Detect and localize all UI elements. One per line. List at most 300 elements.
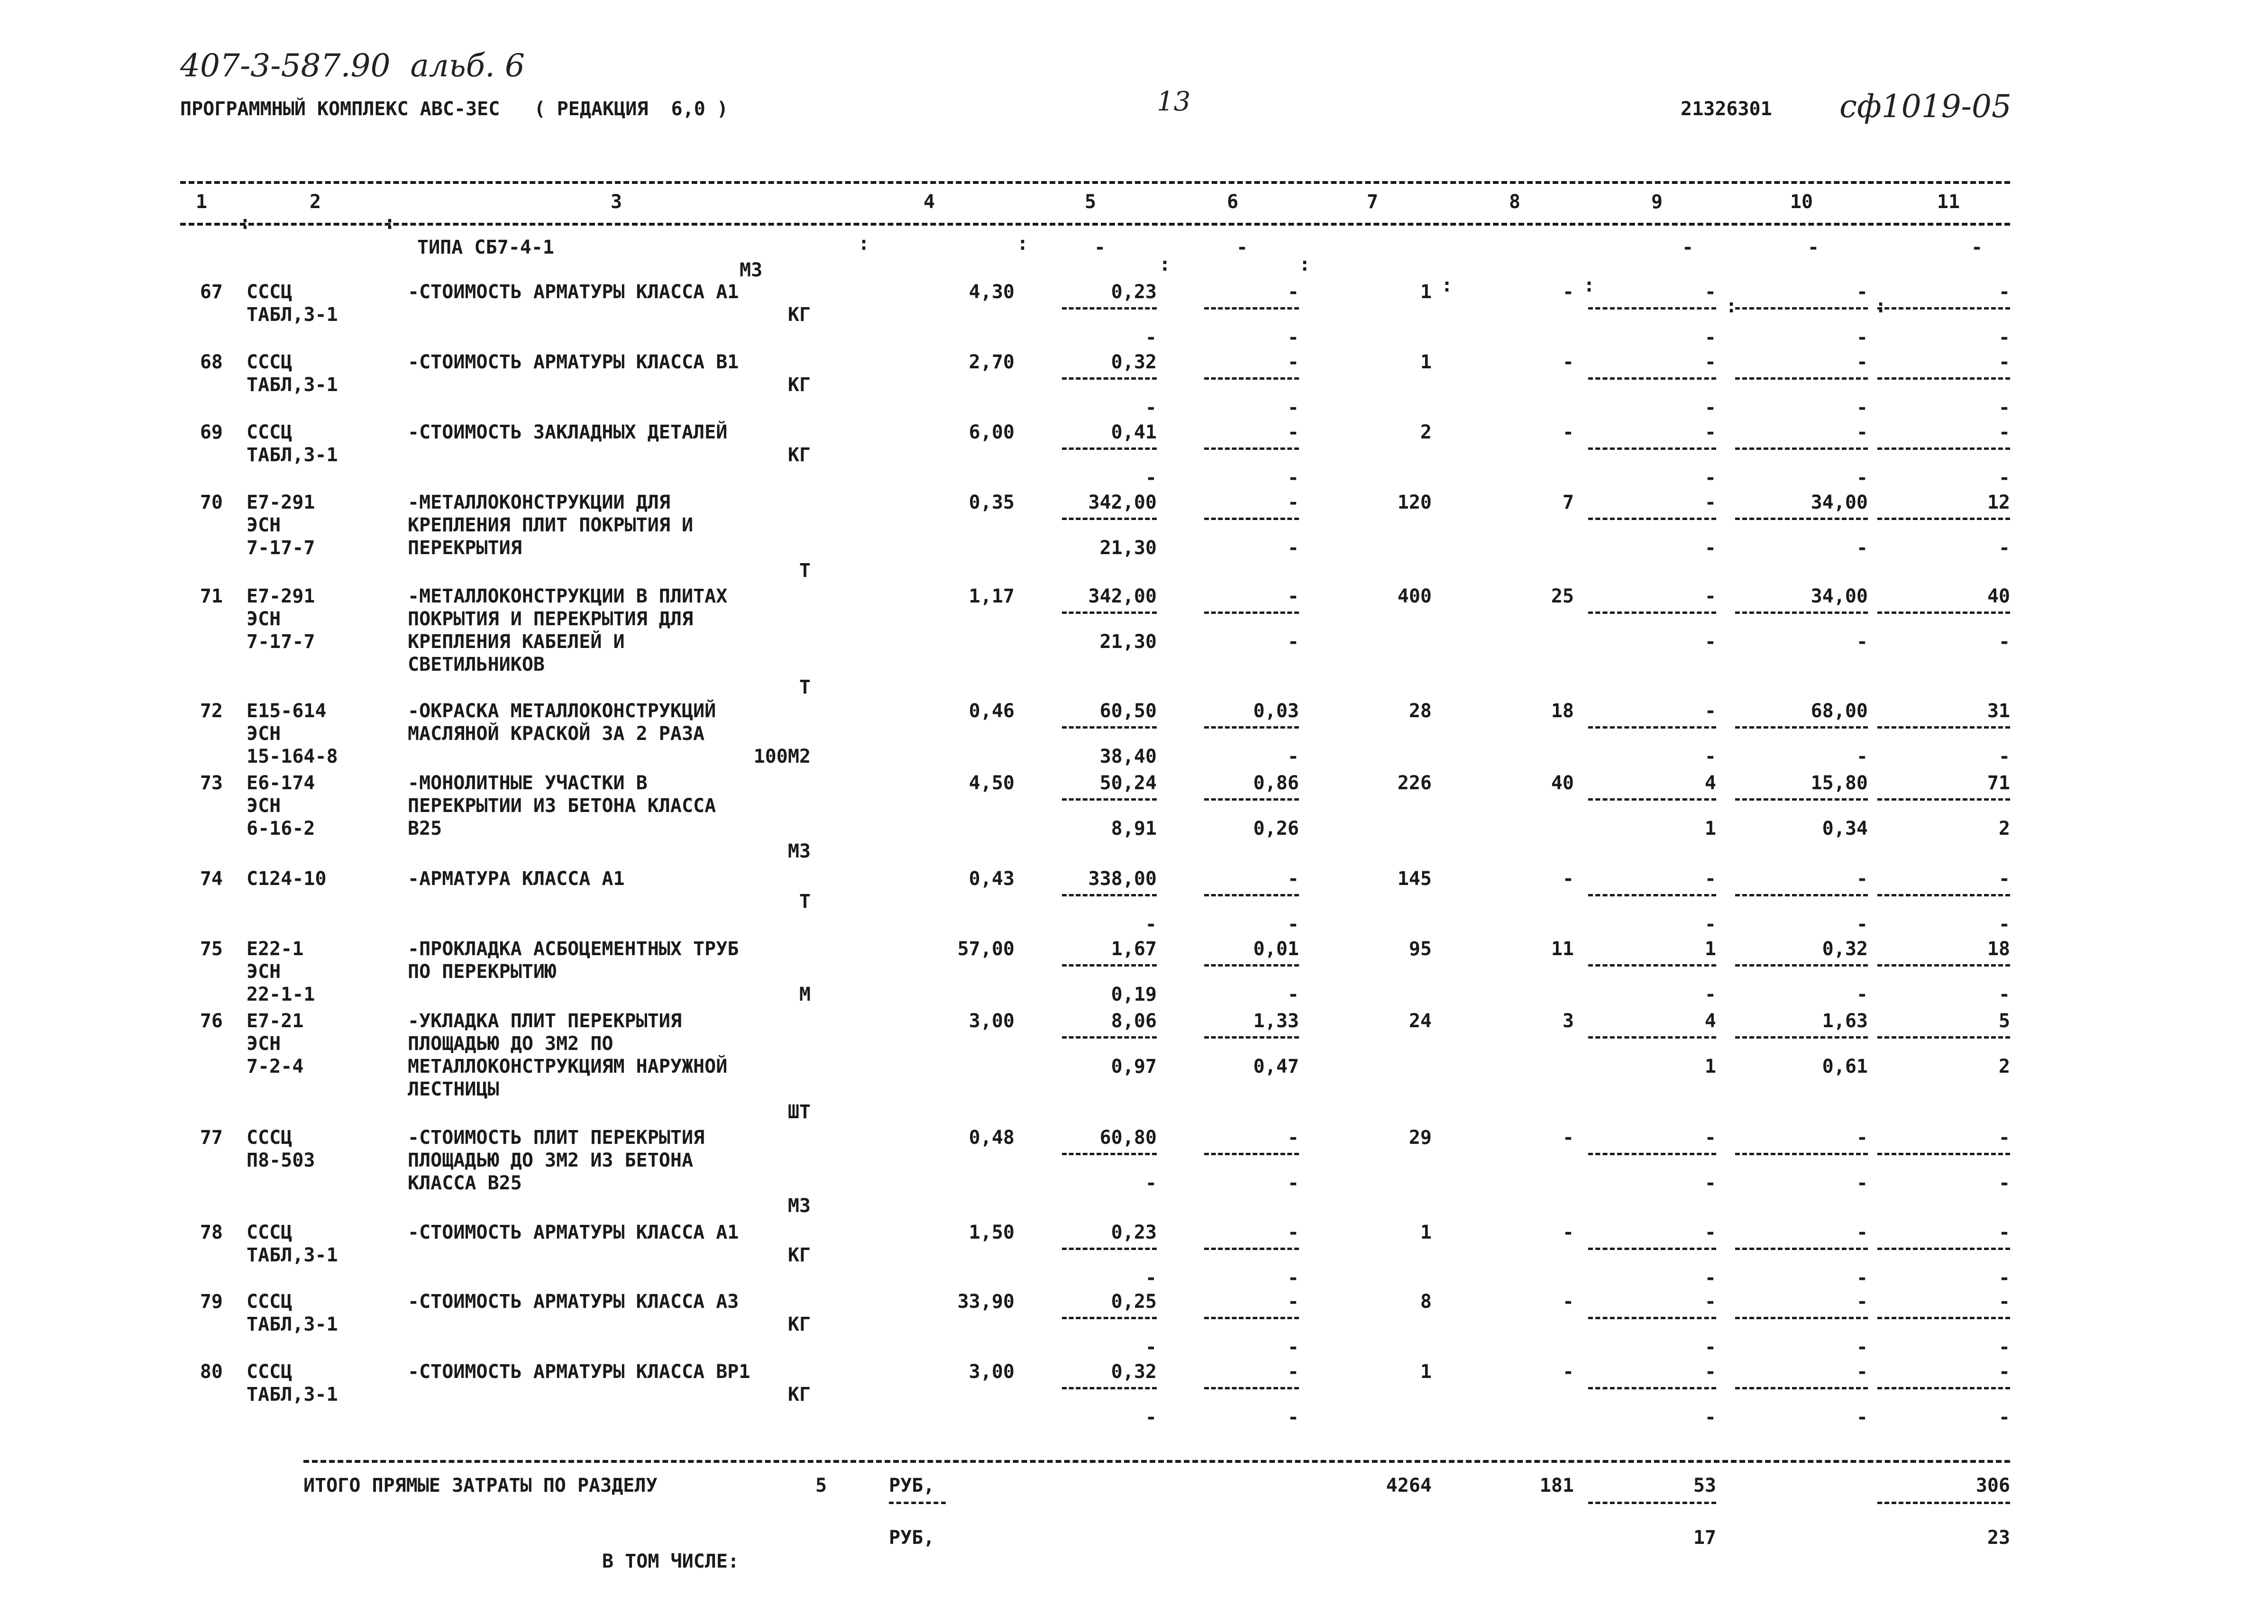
row-unit: М3 — [787, 1195, 811, 1217]
row-c10-rule — [1735, 611, 1868, 614]
row-c8: - — [1562, 281, 1574, 303]
row-c6-rule — [1204, 798, 1299, 801]
row-c10-rule — [1735, 518, 1868, 520]
row-c7: 226 — [1397, 772, 1432, 794]
row-c8: 40 — [1551, 772, 1574, 794]
row-code-line: ТАБЛ,3-1 — [247, 444, 338, 466]
row-code-line: ТАБЛ,3-1 — [247, 1244, 338, 1266]
totals-c8: 181 — [1539, 1475, 1574, 1496]
row-c5-second: - — [1145, 1406, 1157, 1428]
row-code-line: ЭСН — [247, 961, 281, 983]
row-c5-second: - — [1145, 1336, 1157, 1358]
row-c11-rule — [1877, 1036, 2010, 1039]
row-c10-second: - — [1856, 397, 1868, 419]
row-code-line: ЭСН — [247, 608, 281, 630]
row-c5-second: 0,97 — [1111, 1056, 1157, 1077]
row-c4: 3,00 — [969, 1361, 1015, 1383]
row-c10: - — [1856, 1127, 1868, 1149]
row-code-line: СССЦ — [247, 281, 293, 303]
row-c11-rule — [1877, 518, 2010, 520]
col-1-header: 1 — [195, 191, 208, 213]
row-c10-rule — [1735, 798, 1868, 801]
row-c10-rule — [1735, 1387, 1868, 1389]
row-code-line: ТАБЛ,3-1 — [247, 304, 338, 326]
row-c11: - — [1998, 421, 2010, 443]
row-c10-second: - — [1856, 1172, 1868, 1194]
row-c8: - — [1562, 1222, 1574, 1243]
row-c10-second: - — [1856, 631, 1868, 653]
row-c5-second: - — [1145, 913, 1157, 935]
row-code-line: Е15-614 — [247, 700, 327, 722]
row-code-line: ЭСН — [247, 1033, 281, 1055]
row-c9: - — [1704, 868, 1716, 890]
row-c11: 40 — [1987, 585, 2010, 607]
row-c10: 34,00 — [1811, 492, 1868, 513]
row-c5: 0,23 — [1111, 1222, 1157, 1243]
row-c10-rule — [1735, 1248, 1868, 1250]
row-desc-line: ПЛОЩАДЬЮ ДО 3М2 ПО — [408, 1033, 613, 1055]
row-c9: 4 — [1704, 1010, 1716, 1032]
row-unit: М3 — [787, 840, 811, 862]
row-c5: 0,32 — [1111, 1361, 1157, 1383]
row-c10-second: - — [1856, 984, 1868, 1005]
row-c6-second: - — [1287, 984, 1299, 1005]
intro-desc: ТИПА СБ7-4-1 — [417, 237, 554, 258]
totals-unit-underline — [889, 1502, 946, 1504]
row-c11-second: 2 — [1998, 1056, 2010, 1077]
row-c6-second: - — [1287, 1336, 1299, 1358]
row-c6-rule — [1204, 964, 1299, 967]
row-c11-rule — [1877, 1387, 2010, 1389]
col-11-header: 11 — [1937, 191, 1960, 213]
row-c11: 31 — [1987, 700, 2010, 722]
row-c9-rule — [1588, 307, 1716, 310]
row-c10-rule — [1735, 964, 1868, 967]
row-c5-rule — [1062, 1317, 1157, 1319]
row-c5-second: 0,19 — [1111, 984, 1157, 1005]
row-c4: 6,00 — [969, 421, 1015, 443]
row-c6-rule — [1204, 611, 1299, 614]
row-c10-rule — [1735, 377, 1868, 380]
totals-c9-underline — [1588, 1502, 1716, 1504]
row-unit: Т — [799, 891, 811, 912]
row-c7: 400 — [1397, 585, 1432, 607]
row-c4: 0,48 — [969, 1127, 1015, 1149]
row-c6-second: - — [1287, 1267, 1299, 1289]
row-c9-second: - — [1704, 631, 1716, 653]
row-c4: 0,43 — [969, 868, 1015, 890]
row-c9-rule — [1588, 798, 1716, 801]
row-c6: - — [1287, 1222, 1299, 1243]
row-code-line: Е22-1 — [247, 938, 304, 960]
row-c6-second: - — [1287, 1172, 1299, 1194]
row-c8: 18 — [1551, 700, 1574, 722]
row-c11-rule — [1877, 894, 2010, 896]
intro-unit: М3 — [740, 259, 763, 281]
row-c7: 8 — [1420, 1291, 1432, 1313]
row-code-line: СССЦ — [247, 1127, 293, 1149]
row-desc-line: КЛАССА В25 — [408, 1172, 522, 1194]
row-c7: 1 — [1420, 351, 1432, 373]
row-code-line: 7-17-7 — [247, 537, 315, 559]
row-c6: - — [1287, 351, 1299, 373]
row-code-line: С124-10 — [247, 868, 327, 890]
row-c11: - — [1998, 281, 2010, 303]
row-c10: - — [1856, 281, 1868, 303]
row-c10: - — [1856, 1361, 1868, 1383]
row-desc-line: -СТОИМОСТЬ АРМАТУРЫ КЛАССА А1 — [408, 1222, 739, 1243]
row-c5-second: - — [1145, 467, 1157, 489]
row-desc-line: -СТОИМОСТЬ ПЛИТ ПЕРЕКРЫТИЯ — [408, 1127, 705, 1149]
row-c6: - — [1287, 1291, 1299, 1313]
row-c10-second: - — [1856, 467, 1868, 489]
row-c8: 7 — [1562, 492, 1574, 513]
row-c10-rule — [1735, 894, 1868, 896]
row-c9-second: 1 — [1704, 818, 1716, 839]
row-c5-rule — [1062, 1153, 1157, 1155]
totals-c11: 306 — [1975, 1475, 2010, 1496]
row-code-line: 7-17-7 — [247, 631, 315, 653]
totals-c11-second: 23 — [1987, 1527, 2010, 1549]
row-number: 69 — [200, 421, 223, 443]
row-code-line: ТАБЛ,3-1 — [247, 1314, 338, 1335]
row-c9: - — [1704, 585, 1716, 607]
row-c11-rule — [1877, 1248, 2010, 1250]
row-c7: 95 — [1408, 938, 1432, 960]
row-c5-second: - — [1145, 397, 1157, 419]
intro-c6: - — [1236, 237, 1248, 258]
row-c4: 33,90 — [957, 1291, 1015, 1313]
row-code-line: 6-16-2 — [247, 818, 315, 839]
row-c6: 0,86 — [1253, 772, 1299, 794]
row-c11-rule — [1877, 377, 2010, 380]
row-c11: - — [1998, 868, 2010, 890]
row-c9-rule — [1588, 1036, 1716, 1039]
totals-c9-second: 17 — [1693, 1527, 1716, 1549]
row-c9-rule — [1588, 1317, 1716, 1319]
row-c6-second: 0,26 — [1253, 818, 1299, 839]
row-c10-second: - — [1856, 1406, 1868, 1428]
row-c11-second: - — [1998, 1172, 2010, 1194]
row-c5-rule — [1062, 1248, 1157, 1250]
totals-unit-1: РУБ, — [889, 1475, 935, 1496]
row-desc-line: КРЕПЛЕНИЯ КАБЕЛЕЙ И — [408, 631, 625, 653]
row-desc-line: -СТОИМОСТЬ ЗАКЛАДНЫХ ДЕТАЛЕЙ — [408, 421, 728, 443]
row-code-line: ЭСН — [247, 795, 281, 817]
row-c5: 342,00 — [1088, 585, 1157, 607]
row-c5-rule — [1062, 447, 1157, 450]
row-c11-second: - — [1998, 913, 2010, 935]
totals-footer: В ТОМ ЧИСЛЕ: — [602, 1551, 739, 1572]
row-c11-rule — [1877, 307, 2010, 310]
row-c5-second: 8,91 — [1111, 818, 1157, 839]
row-c5: 0,32 — [1111, 351, 1157, 373]
row-c11-rule — [1877, 1317, 2010, 1319]
row-c11-second: - — [1998, 467, 2010, 489]
row-c8: - — [1562, 1127, 1574, 1149]
row-c9-rule — [1588, 377, 1716, 380]
col-7-header: 7 — [1366, 191, 1379, 213]
table-header-rule — [180, 223, 2010, 226]
row-c6-second: - — [1287, 327, 1299, 348]
row-desc-line: ПЛОЩАДЬЮ ДО 3М2 ИЗ БЕТОНА — [408, 1150, 694, 1171]
column-separators: : : : : : : : : : : — [239, 212, 1887, 317]
row-c5: 60,80 — [1099, 1127, 1157, 1149]
row-desc-line: ЛЕСТНИЦЫ — [408, 1078, 499, 1100]
row-c5-rule — [1062, 611, 1157, 614]
row-c4: 0,46 — [969, 700, 1015, 722]
row-c11-second: 2 — [1998, 818, 2010, 839]
row-code-line: СССЦ — [247, 1222, 293, 1243]
row-code-line: Е7-21 — [247, 1010, 304, 1032]
row-c11: 18 — [1987, 938, 2010, 960]
row-c10: 34,00 — [1811, 585, 1868, 607]
row-c11-second: - — [1998, 631, 2010, 653]
row-c6: 1,33 — [1253, 1010, 1299, 1032]
row-number: 80 — [200, 1361, 223, 1383]
row-code-line: Е7-291 — [247, 585, 315, 607]
row-c10-second: - — [1856, 746, 1868, 767]
row-unit: ШТ — [787, 1101, 811, 1123]
row-c10: - — [1856, 868, 1868, 890]
row-c11-rule — [1877, 611, 2010, 614]
row-c5-rule — [1062, 307, 1157, 310]
row-c9-rule — [1588, 964, 1716, 967]
row-c10-rule — [1735, 307, 1868, 310]
row-c11: - — [1998, 351, 2010, 373]
row-unit: КГ — [787, 1244, 811, 1266]
totals-section: 5 — [815, 1475, 827, 1496]
col-9-header: 9 — [1651, 191, 1663, 213]
row-code-line: Е6-174 — [247, 772, 315, 794]
row-number: 70 — [200, 492, 223, 513]
row-number: 73 — [200, 772, 223, 794]
row-c6: - — [1287, 585, 1299, 607]
row-unit: КГ — [787, 374, 811, 396]
row-c7: 29 — [1408, 1127, 1432, 1149]
row-number: 79 — [200, 1291, 223, 1313]
row-number: 72 — [200, 700, 223, 722]
row-c4: 1,50 — [969, 1222, 1015, 1243]
row-c6: - — [1287, 1361, 1299, 1383]
row-c11-rule — [1877, 1153, 2010, 1155]
row-desc-line: -СТОИМОСТЬ АРМАТУРЫ КЛАССА В1 — [408, 351, 739, 373]
row-code-line: ТАБЛ,3-1 — [247, 1384, 338, 1405]
row-c11: - — [1998, 1291, 2010, 1313]
totals-unit-2: РУБ, — [889, 1527, 935, 1549]
row-c7: 1 — [1420, 1361, 1432, 1383]
row-c9-second: - — [1704, 467, 1716, 489]
row-c7: 1 — [1420, 281, 1432, 303]
row-c9: - — [1704, 492, 1716, 513]
row-c8: 3 — [1562, 1010, 1574, 1032]
row-c11: - — [1998, 1361, 2010, 1383]
row-c10: 68,00 — [1811, 700, 1868, 722]
row-c5-rule — [1062, 798, 1157, 801]
row-c6-rule — [1204, 307, 1299, 310]
row-c9-rule — [1588, 611, 1716, 614]
row-code-line: Е7-291 — [247, 492, 315, 513]
row-desc-line: -УКЛАДКА ПЛИТ ПЕРЕКРЫТИЯ — [408, 1010, 682, 1032]
col-3-header: 3 — [610, 191, 622, 213]
row-code-line: ТАБЛ,3-1 — [247, 374, 338, 396]
row-unit: Т — [799, 676, 811, 698]
row-c11-second: - — [1998, 984, 2010, 1005]
row-c6-rule — [1204, 1387, 1299, 1389]
row-c6-second: - — [1287, 746, 1299, 767]
row-unit: 100М2 — [753, 746, 811, 767]
handwritten-sheet-code: сф1019-05 — [1839, 88, 2012, 125]
page-header-number: 21326301 — [1681, 98, 1772, 120]
row-c10-rule — [1735, 447, 1868, 450]
row-desc-line: ПЕРЕКРЫТИЯ — [408, 537, 522, 559]
row-c9: - — [1704, 421, 1716, 443]
row-c6-rule — [1204, 1317, 1299, 1319]
row-c6: 0,03 — [1253, 700, 1299, 722]
row-number: 71 — [200, 585, 223, 607]
row-code-line: ЭСН — [247, 514, 281, 536]
row-c6-rule — [1204, 447, 1299, 450]
row-c6-rule — [1204, 726, 1299, 729]
row-c9: - — [1704, 1127, 1716, 1149]
row-c9-second: - — [1704, 913, 1716, 935]
row-c5: 1,67 — [1111, 938, 1157, 960]
col-5-header: 5 — [1084, 191, 1097, 213]
row-c4: 4,30 — [969, 281, 1015, 303]
row-desc-line: -МЕТАЛЛОКОНСТРУКЦИИ В ПЛИТАХ — [408, 585, 728, 607]
row-c11: - — [1998, 1127, 2010, 1149]
row-c6-second: - — [1287, 631, 1299, 653]
row-c8: 11 — [1551, 938, 1574, 960]
row-number: 67 — [200, 281, 223, 303]
row-c7: 28 — [1408, 700, 1432, 722]
row-c11: - — [1998, 1222, 2010, 1243]
row-desc-line: -СТОИМОСТЬ АРМАТУРЫ КЛАССА ВР1 — [408, 1361, 750, 1383]
row-c5-second: 21,30 — [1099, 631, 1157, 653]
row-c7: 24 — [1408, 1010, 1432, 1032]
row-c6: - — [1287, 281, 1299, 303]
row-c11-second: - — [1998, 1267, 2010, 1289]
col-8-header: 8 — [1509, 191, 1521, 213]
row-desc-line: КРЕПЛЕНИЯ ПЛИТ ПОКРЫТИЯ И — [408, 514, 694, 536]
row-unit: КГ — [787, 1314, 811, 1335]
row-c11-rule — [1877, 964, 2010, 967]
row-c8: 25 — [1551, 585, 1574, 607]
row-c5-rule — [1062, 1036, 1157, 1039]
row-c9: - — [1704, 1222, 1716, 1243]
row-code-line: 7-2-4 — [247, 1056, 304, 1077]
row-code-line: СССЦ — [247, 351, 293, 373]
row-c9-rule — [1588, 518, 1716, 520]
row-c6-rule — [1204, 518, 1299, 520]
row-c6-rule — [1204, 894, 1299, 896]
row-c11: 71 — [1987, 772, 2010, 794]
row-c9-rule — [1588, 1248, 1716, 1250]
row-desc-line: МАСЛЯНОЙ КРАСКОЙ ЗА 2 РАЗА — [408, 723, 705, 745]
row-c10: 0,32 — [1822, 938, 1868, 960]
row-c6-rule — [1204, 1036, 1299, 1039]
row-c5: 8,06 — [1111, 1010, 1157, 1032]
intro-c10: - — [1807, 237, 1820, 258]
row-c4: 2,70 — [969, 351, 1015, 373]
row-desc-line: -СТОИМОСТЬ АРМАТУРЫ КЛАССА А3 — [408, 1291, 739, 1313]
row-c6-second: - — [1287, 397, 1299, 419]
row-c9: - — [1704, 1361, 1716, 1383]
row-c9-rule — [1588, 1153, 1716, 1155]
row-c6-second: 0,47 — [1253, 1056, 1299, 1077]
row-c9: - — [1704, 1291, 1716, 1313]
row-c5-second: - — [1145, 1172, 1157, 1194]
row-c5: 50,24 — [1099, 772, 1157, 794]
row-c5: 342,00 — [1088, 492, 1157, 513]
row-c9-second: - — [1704, 1406, 1716, 1428]
row-number: 76 — [200, 1010, 223, 1032]
row-c11-rule — [1877, 726, 2010, 729]
row-desc-line: -МОНОЛИТНЫЕ УЧАСТКИ В — [408, 772, 648, 794]
row-c11: 12 — [1987, 492, 2010, 513]
row-c11: 5 — [1998, 1010, 2010, 1032]
row-c9-second: 1 — [1704, 1056, 1716, 1077]
row-c11-second: - — [1998, 327, 2010, 348]
row-c8: - — [1562, 1291, 1574, 1313]
row-code-line: 22-1-1 — [247, 984, 315, 1005]
col-4-header: 4 — [923, 191, 935, 213]
row-c9: 4 — [1704, 772, 1716, 794]
row-c10-second: 0,34 — [1822, 818, 1868, 839]
row-c4: 57,00 — [957, 938, 1015, 960]
row-c10: - — [1856, 1291, 1868, 1313]
row-c8: - — [1562, 421, 1574, 443]
row-c9-second: - — [1704, 1267, 1716, 1289]
row-desc-line: -МЕТАЛЛОКОНСТРУКЦИИ ДЛЯ — [408, 492, 670, 513]
row-desc-line: В25 — [408, 818, 442, 839]
totals-c7: 4264 — [1386, 1475, 1432, 1496]
totals-c11-underline — [1877, 1502, 2010, 1504]
row-unit: КГ — [787, 1384, 811, 1405]
row-c6-second: - — [1287, 537, 1299, 559]
row-c10: - — [1856, 1222, 1868, 1243]
row-number: 75 — [200, 938, 223, 960]
row-c5-second: 21,30 — [1099, 537, 1157, 559]
row-c5-rule — [1062, 377, 1157, 380]
row-c4: 3,00 — [969, 1010, 1015, 1032]
row-c10-rule — [1735, 1317, 1868, 1319]
row-desc-line: СВЕТИЛЬНИКОВ — [408, 654, 545, 675]
totals-top-rule — [303, 1460, 2010, 1463]
row-c8: - — [1562, 1361, 1574, 1383]
row-c5-second: 38,40 — [1099, 746, 1157, 767]
row-desc-line: -СТОИМОСТЬ АРМАТУРЫ КЛАССА А1 — [408, 281, 739, 303]
row-c6-rule — [1204, 377, 1299, 380]
col-10-header: 10 — [1790, 191, 1813, 213]
row-unit: М — [799, 984, 811, 1005]
row-c7: 2 — [1420, 421, 1432, 443]
row-desc-line: -АРМАТУРА КЛАССА А1 — [408, 868, 625, 890]
row-c5-rule — [1062, 518, 1157, 520]
row-c11-second: - — [1998, 746, 2010, 767]
row-c5: 0,23 — [1111, 281, 1157, 303]
row-c10-rule — [1735, 1036, 1868, 1039]
row-c10-second: 0,61 — [1822, 1056, 1868, 1077]
row-c4: 1,17 — [969, 585, 1015, 607]
row-desc-line: -ОКРАСКА МЕТАЛЛОКОНСТРУКЦИЙ — [408, 700, 716, 722]
row-c5: 338,00 — [1088, 868, 1157, 890]
row-c5-rule — [1062, 894, 1157, 896]
row-desc-line: МЕТАЛЛОКОНСТРУКЦИЯМ НАРУЖНОЙ — [408, 1056, 728, 1077]
row-c9: - — [1704, 351, 1716, 373]
row-unit: Т — [799, 560, 811, 582]
row-c10-rule — [1735, 1153, 1868, 1155]
